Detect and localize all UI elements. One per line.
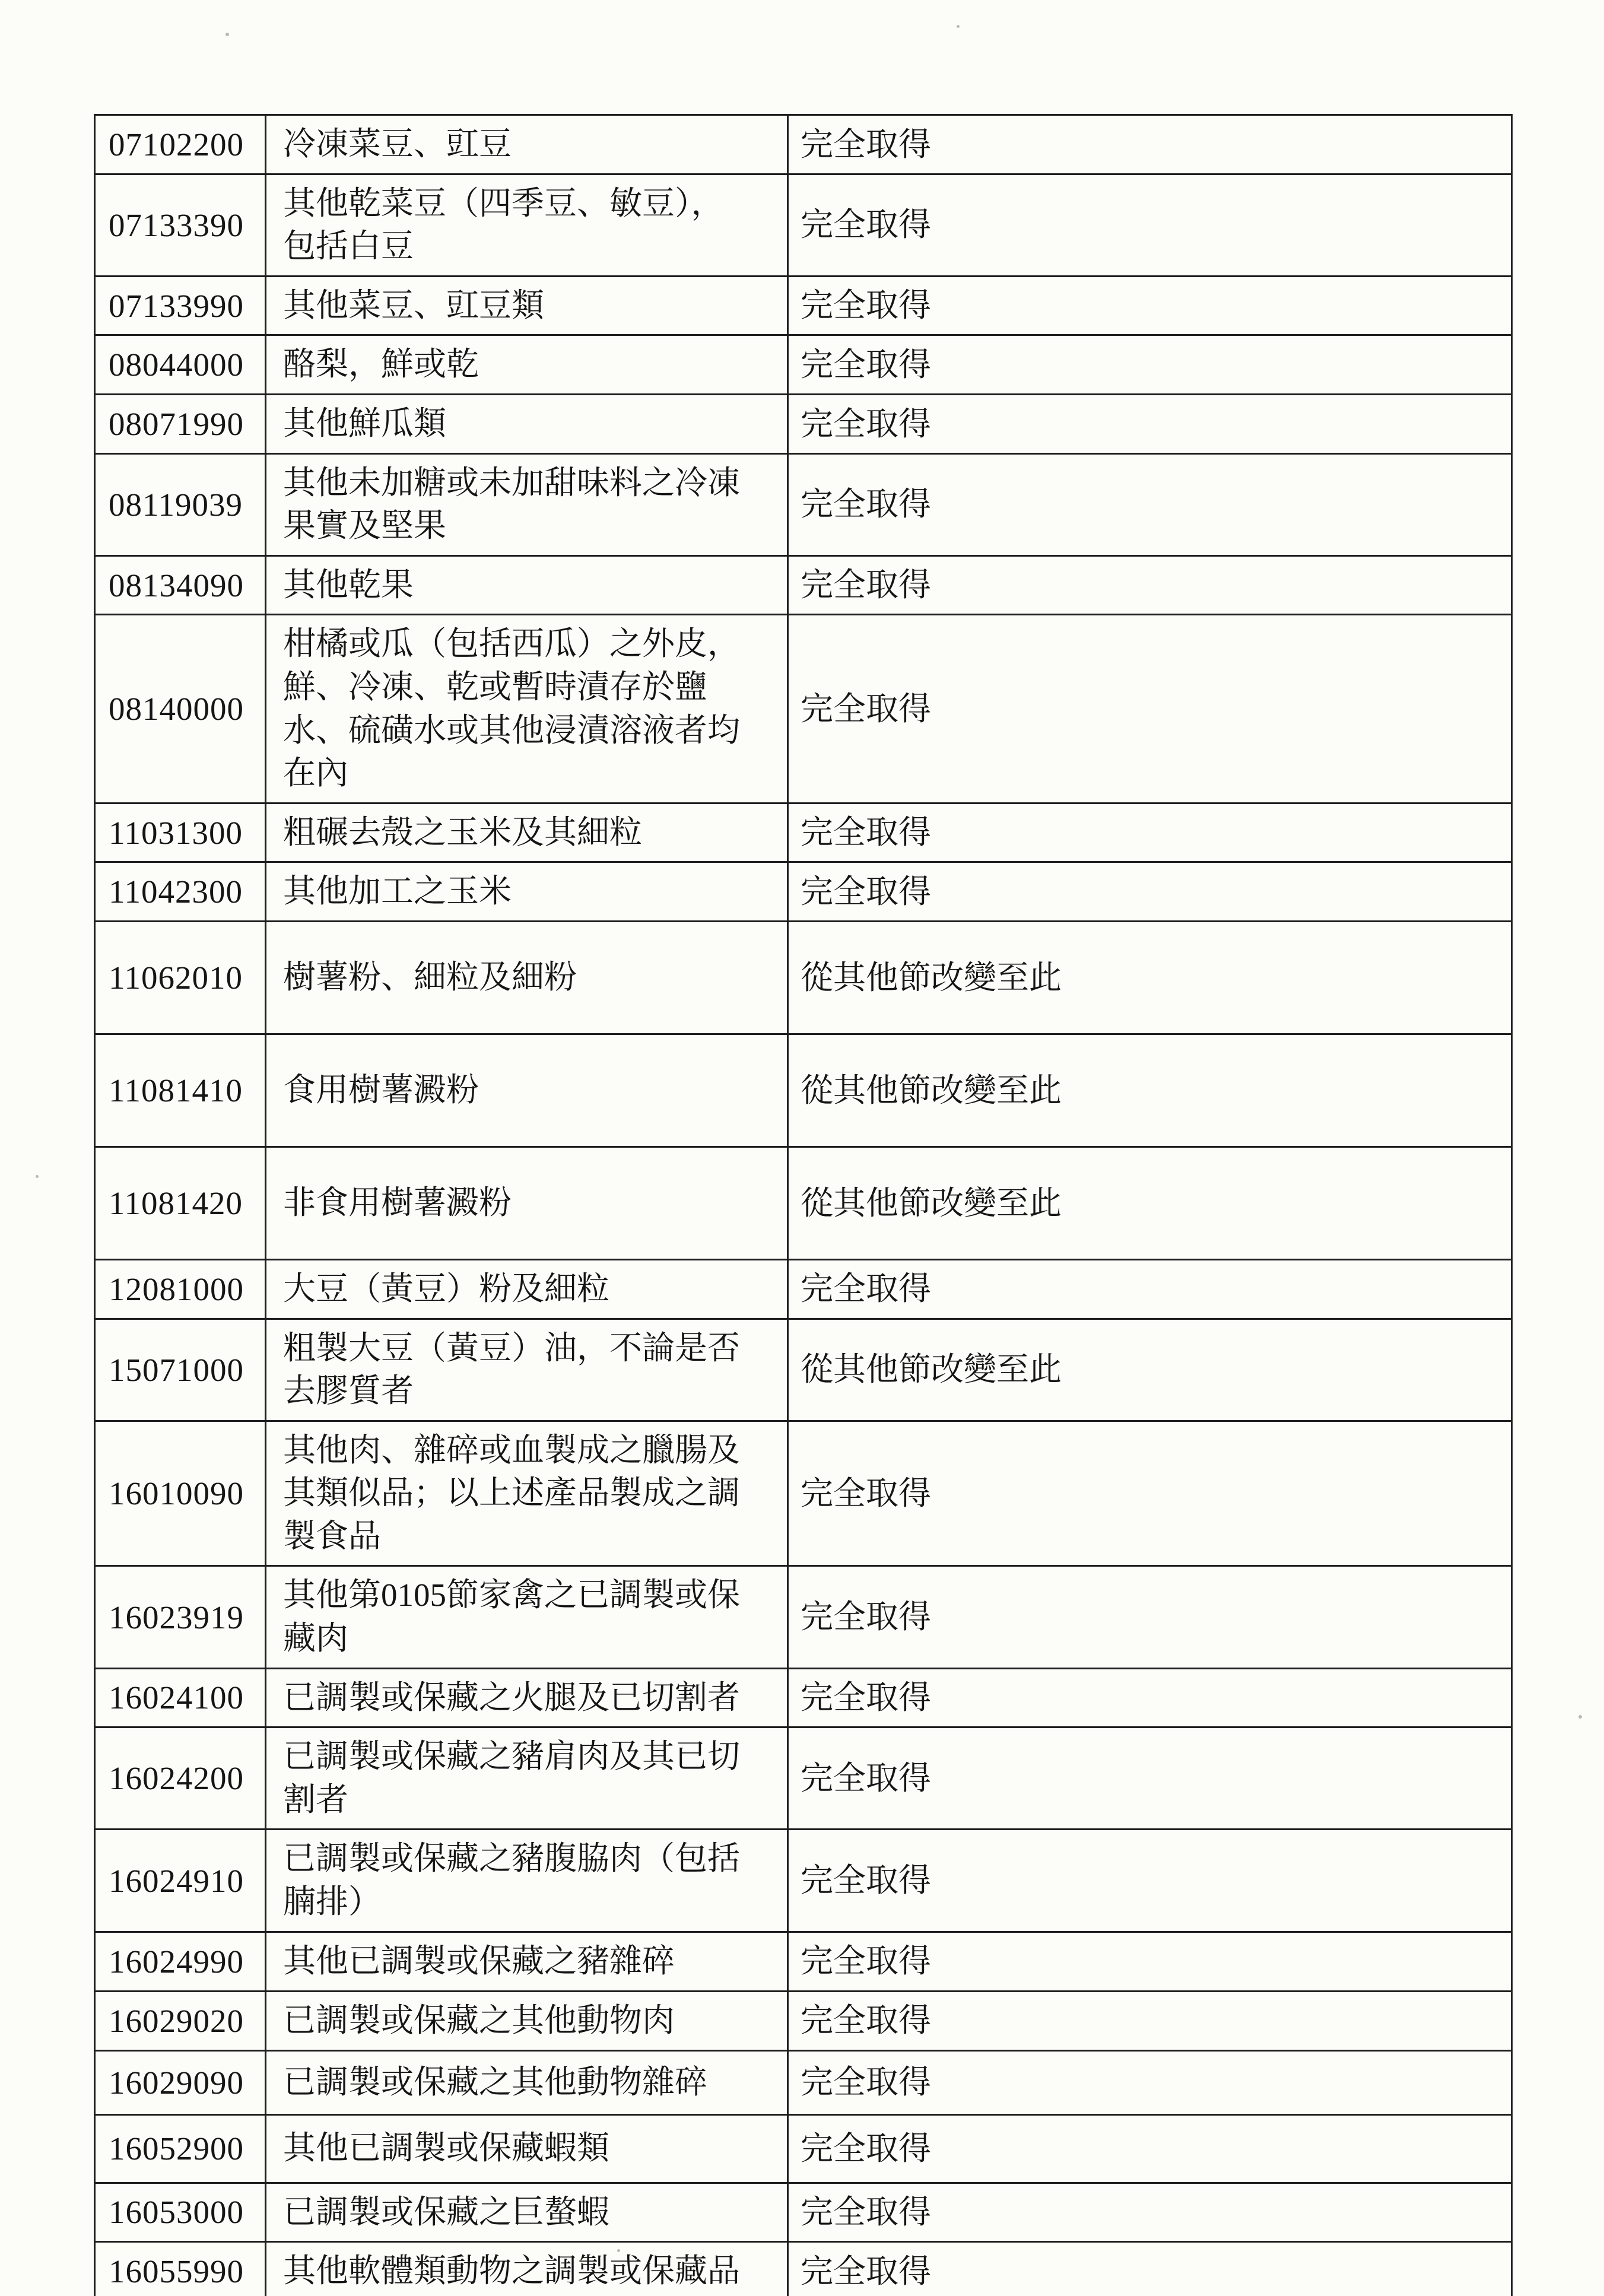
table-row — [95, 394, 1512, 453]
hs-code: 07133990 — [95, 276, 266, 335]
tariff-rules-table — [94, 114, 1513, 2296]
hs-code: 16024910 — [95, 1830, 266, 1932]
product-description: 其他第0105節家禽之已調製或保藏肉 — [266, 1566, 788, 1668]
table-row — [95, 2050, 1512, 2114]
product-description: 粗碾去殼之玉米及其細粒 — [266, 803, 788, 862]
hs-code: 11031300 — [95, 803, 266, 862]
product-description: 已調製或保藏之其他動物肉 — [266, 1991, 788, 2050]
table-row — [95, 115, 1512, 174]
table-row — [95, 1668, 1512, 1727]
product-description: 其他乾果 — [266, 555, 788, 615]
origin-rule: 完全取得 — [788, 276, 1512, 335]
origin-rule: 完全取得 — [788, 1932, 1512, 1991]
product-description: 已調製或保藏之豬腹脇肉（包括腩排） — [266, 1830, 788, 1932]
hs-code: 16029090 — [95, 2050, 266, 2114]
hs-code: 08140000 — [95, 615, 266, 803]
origin-rule: 從其他節改變至此 — [788, 921, 1512, 1034]
origin-rule: 完全取得 — [788, 2050, 1512, 2114]
product-description: 已調製或保藏之火腿及已切割者 — [266, 1668, 788, 1727]
table-row — [95, 1830, 1512, 1932]
table-row — [95, 1727, 1512, 1830]
table-row — [95, 1319, 1512, 1421]
table-row — [95, 862, 1512, 922]
product-description: 食用樹薯澱粉 — [266, 1034, 788, 1147]
product-description: 其他加工之玉米 — [266, 862, 788, 922]
hs-code: 08071990 — [95, 394, 266, 453]
scan-speckle — [1578, 1715, 1582, 1719]
origin-rule: 完全取得 — [788, 1830, 1512, 1932]
product-description: 冷凍菜豆、豇豆 — [266, 115, 788, 174]
origin-rule: 完全取得 — [788, 1668, 1512, 1727]
product-description: 樹薯粉、細粒及細粉 — [266, 921, 788, 1034]
origin-rule: 完全取得 — [788, 335, 1512, 395]
table-row — [95, 1421, 1512, 1566]
origin-rule: 完全取得 — [788, 1259, 1512, 1319]
product-description: 柑橘或瓜（包括西瓜）之外皮，鮮、冷凍、乾或暫時漬存於鹽水、硫磺水或其他浸漬溶液者均在內 — [266, 615, 788, 803]
origin-rule: 完全取得 — [788, 1727, 1512, 1830]
hs-code: 16010090 — [95, 1421, 266, 1566]
product-description: 粗製大豆（黃豆）油，不論是否去膠質者 — [266, 1319, 788, 1421]
product-description: 非食用樹薯澱粉 — [266, 1147, 788, 1259]
origin-rule: 完全取得 — [788, 555, 1512, 615]
table-row — [95, 1566, 1512, 1668]
table-row — [95, 453, 1512, 555]
hs-code: 11042300 — [95, 862, 266, 922]
origin-rule: 從其他節改變至此 — [788, 1034, 1512, 1147]
origin-rule: 完全取得 — [788, 1566, 1512, 1668]
hs-code: 16029020 — [95, 1991, 266, 2050]
table-row — [95, 1259, 1512, 1319]
table-row — [95, 2183, 1512, 2242]
origin-rule: 完全取得 — [788, 453, 1512, 555]
product-description: 已調製或保藏之其他動物雜碎 — [266, 2050, 788, 2114]
origin-rule: 從其他節改變至此 — [788, 1319, 1512, 1421]
product-description: 其他已調製或保藏之豬雜碎 — [266, 1932, 788, 1991]
origin-rule: 完全取得 — [788, 115, 1512, 174]
table-row — [95, 276, 1512, 335]
origin-rule: 從其他節改變至此 — [788, 1147, 1512, 1259]
hs-code: 11081410 — [95, 1034, 266, 1147]
table-row — [95, 2242, 1512, 2296]
hs-code: 11062010 — [95, 921, 266, 1034]
scan-speckle — [957, 25, 960, 28]
table-row — [95, 335, 1512, 395]
origin-rule: 完全取得 — [788, 862, 1512, 922]
origin-rule: 完全取得 — [788, 394, 1512, 453]
product-description: 其他菜豆、豇豆類 — [266, 276, 788, 335]
hs-code: 16024990 — [95, 1932, 266, 1991]
hs-code: 16053000 — [95, 2183, 266, 2242]
hs-code: 16055990 — [95, 2242, 266, 2296]
origin-rule: 完全取得 — [788, 2183, 1512, 2242]
origin-rule: 完全取得 — [788, 803, 1512, 862]
product-description: 其他軟體類動物之調製或保藏品 — [266, 2242, 788, 2296]
hs-code: 07133390 — [95, 174, 266, 276]
origin-rule: 完全取得 — [788, 174, 1512, 276]
scan-speckle — [36, 1175, 39, 1178]
hs-code: 08119039 — [95, 453, 266, 555]
table-row — [95, 174, 1512, 276]
product-description: 其他乾菜豆（四季豆、敏豆），包括白豆 — [266, 174, 788, 276]
hs-code: 16052900 — [95, 2114, 266, 2183]
hs-code: 15071000 — [95, 1319, 266, 1421]
hs-code: 07102200 — [95, 115, 266, 174]
hs-code: 16024200 — [95, 1727, 266, 1830]
origin-rule: 完全取得 — [788, 1421, 1512, 1566]
table-row — [95, 555, 1512, 615]
product-description: 大豆（黃豆）粉及細粒 — [266, 1259, 788, 1319]
scan-speckle — [617, 2249, 620, 2252]
hs-code: 08044000 — [95, 335, 266, 395]
product-description: 其他鮮瓜類 — [266, 394, 788, 453]
scan-speckle — [225, 33, 229, 36]
product-description: 酪梨，鮮或乾 — [266, 335, 788, 395]
origin-rule: 完全取得 — [788, 2242, 1512, 2296]
hs-code: 12081000 — [95, 1259, 266, 1319]
hs-code: 11081420 — [95, 1147, 266, 1259]
table-row — [95, 803, 1512, 862]
product-description: 其他未加糖或未加甜味料之冷凍果實及堅果 — [266, 453, 788, 555]
origin-rule: 完全取得 — [788, 1991, 1512, 2050]
table-row — [95, 1932, 1512, 1991]
product-description: 已調製或保藏之巨螯蝦 — [266, 2183, 788, 2242]
product-description: 其他已調製或保藏蝦類 — [266, 2114, 788, 2183]
table-row — [95, 615, 1512, 803]
table-row — [95, 921, 1512, 1034]
hs-code: 08134090 — [95, 555, 266, 615]
table-row — [95, 1034, 1512, 1147]
hs-code: 16023919 — [95, 1566, 266, 1668]
product-description: 已調製或保藏之豬肩肉及其已切割者 — [266, 1727, 788, 1830]
table-row — [95, 1991, 1512, 2050]
table-row — [95, 2114, 1512, 2183]
table-row — [95, 1147, 1512, 1259]
hs-code: 16024100 — [95, 1668, 266, 1727]
origin-rule: 完全取得 — [788, 2114, 1512, 2183]
origin-rule: 完全取得 — [788, 615, 1512, 803]
product-description: 其他肉、雜碎或血製成之臘腸及其類似品；以上述產品製成之調製食品 — [266, 1421, 788, 1566]
